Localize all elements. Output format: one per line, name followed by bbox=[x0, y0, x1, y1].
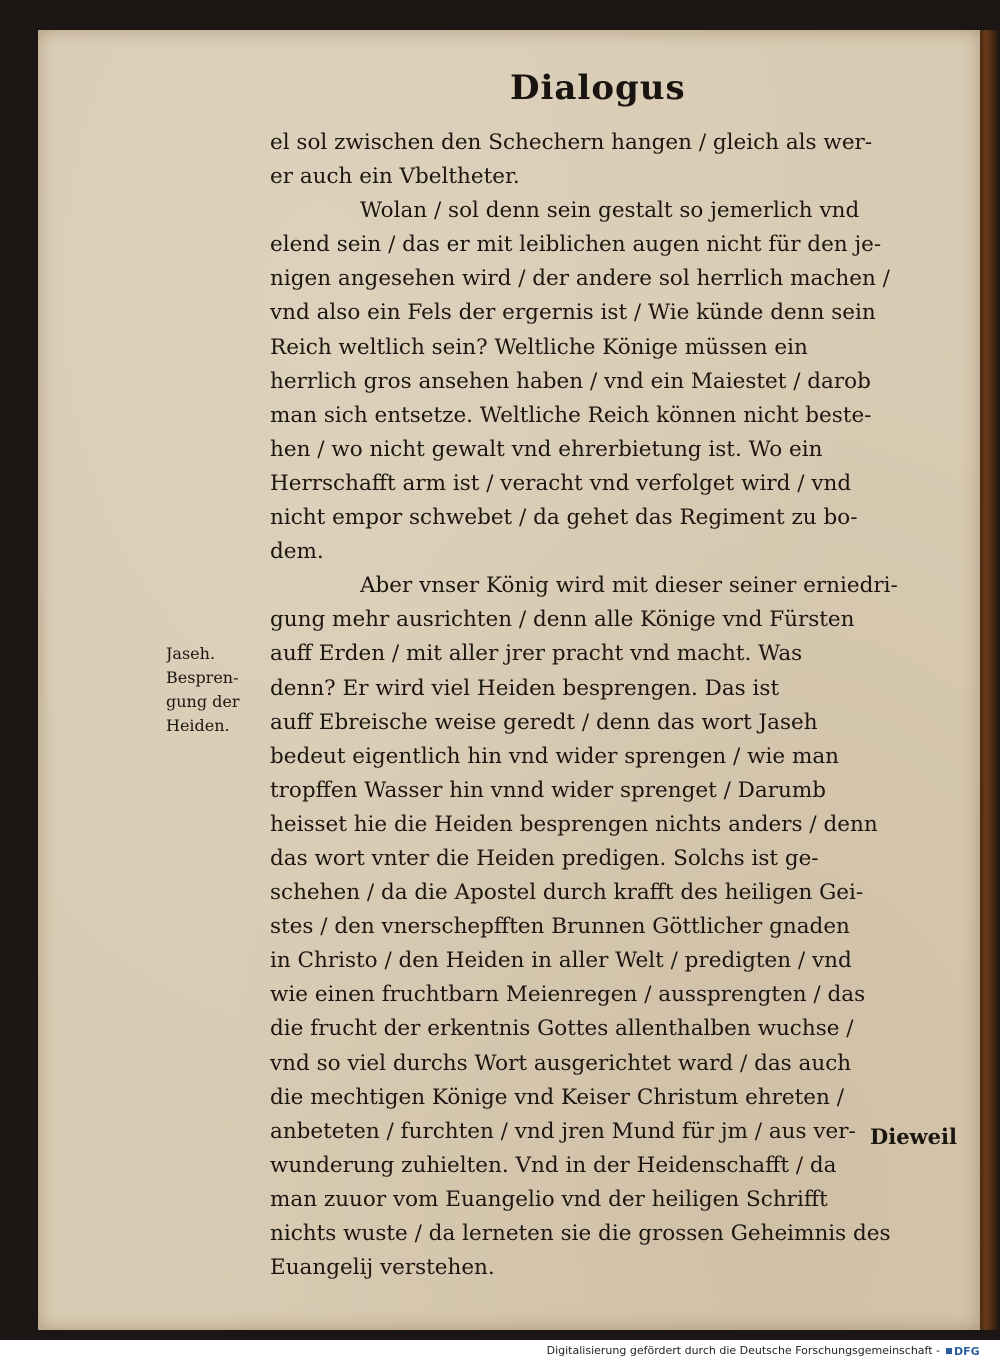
text-line: anbeteten / furchten / vnd jren Mund für jm / aus ver- bbox=[270, 1118, 856, 1144]
text-line: nichts wuste / da lerneten sie die grossen Geheimnis des bbox=[270, 1221, 891, 1246]
text-line: tropffen Wasser hin vnnd wider sprenget / Darumb bbox=[270, 777, 826, 803]
text-line: dem. bbox=[270, 539, 324, 565]
text-line: die mechtigen Könige vnd Keiser Christum ehreten / bbox=[270, 1084, 844, 1110]
text-line: man sich entsetze. Weltliche Reich können nicht beste- bbox=[270, 402, 872, 428]
book-edge bbox=[978, 30, 998, 1330]
footer-bar bbox=[0, 1340, 1000, 1362]
text-line: Reich weltlich sein? Weltliche Könige müssen ein bbox=[270, 334, 808, 360]
marginal-note-line: gung der bbox=[166, 692, 240, 711]
dfg-logo-text: DFG bbox=[954, 1344, 980, 1358]
text-line: elend sein / das er mit leiblichen augen nicht für den je- bbox=[270, 232, 882, 258]
text-line: nicht empor schwebet / da gehet das Regiment zu bo- bbox=[270, 505, 858, 531]
text-line: Aber vnser König wird mit dieser seiner erniedri- bbox=[360, 573, 898, 599]
text-line: vnd so viel durchs Wort ausgerichtet ward / das auch bbox=[270, 1050, 852, 1076]
text-line: gung mehr ausrichten / denn alle Könige vnd Fürsten bbox=[270, 607, 855, 633]
text-line: el sol zwischen den Schechern hangen / gleich als wer- bbox=[270, 130, 873, 155]
text-line: vnd also ein Fels der ergernis ist / Wie künde denn sein bbox=[270, 300, 876, 326]
catchword: Dieweil bbox=[870, 1124, 957, 1149]
text-line: wie einen fruchtbarn Meienregen / aussprengten / das bbox=[270, 982, 866, 1008]
text-line: die frucht der erkentnis Gottes allenthalben wuchse / bbox=[270, 1016, 854, 1042]
text-line: bedeut eigentlich hin vnd wider sprengen / wie man bbox=[270, 743, 839, 769]
text-line: Euangelij verstehen. bbox=[270, 1255, 495, 1281]
dfg-logo-square bbox=[946, 1348, 952, 1354]
text-line: heisset hie die Heiden besprengen nichts anders / denn bbox=[270, 811, 878, 837]
text-line: auff Erden / mit aller jrer pracht vnd macht. Was bbox=[270, 641, 803, 667]
digitization-credit: Digitalisierung gefördert durch die Deutsche Forschungsgemeinschaft - bbox=[546, 1344, 940, 1357]
marginal-note bbox=[166, 642, 276, 738]
text-line: nigen angesehen wird / der andere sol herrlich machen / bbox=[270, 266, 890, 292]
marginal-note-line: Heiden. bbox=[166, 716, 230, 735]
marginal-note-line: Bespren- bbox=[166, 668, 239, 687]
text-line: hen / wo nicht gewalt vnd ehrerbietung ist. Wo ein bbox=[270, 436, 823, 462]
text-line: denn? Er wird viel Heiden besprengen. Das ist bbox=[270, 675, 780, 701]
text-line: er auch ein Vbeltheter. bbox=[270, 164, 520, 190]
dfg-logo bbox=[946, 1343, 990, 1359]
marginal-note-line: Jaseh. bbox=[166, 644, 216, 663]
text-line: das wort vnter die Heiden predigen. Solchs ist ge- bbox=[270, 845, 819, 871]
text-line: schehen / da die Apostel durch krafft des heiligen Gei- bbox=[270, 880, 864, 906]
body-text bbox=[270, 126, 930, 1285]
page-heading: Dialogus bbox=[510, 68, 686, 108]
text-line: stes / den vnerschepfften Brunnen Göttlicher gnaden bbox=[270, 914, 850, 940]
text-line: wunderung zuhielten. Vnd in der Heidenschafft / da bbox=[270, 1152, 837, 1178]
text-line: man zuuor vom Euangelio vnd der heiligen Schrifft bbox=[270, 1186, 828, 1212]
text-line: auff Ebreische weise geredt / denn das wort Jaseh bbox=[270, 709, 818, 735]
text-line: Herrschafft arm ist / veracht vnd verfolget wird / vnd bbox=[270, 470, 852, 496]
text-line: in Christo / den Heiden in aller Welt / predigten / vnd bbox=[270, 948, 852, 974]
text-line: herrlich gros ansehen haben / vnd ein Maiestet / darob bbox=[270, 368, 871, 394]
text-line: Wolan / sol denn sein gestalt so jemerlich vnd bbox=[360, 198, 860, 224]
